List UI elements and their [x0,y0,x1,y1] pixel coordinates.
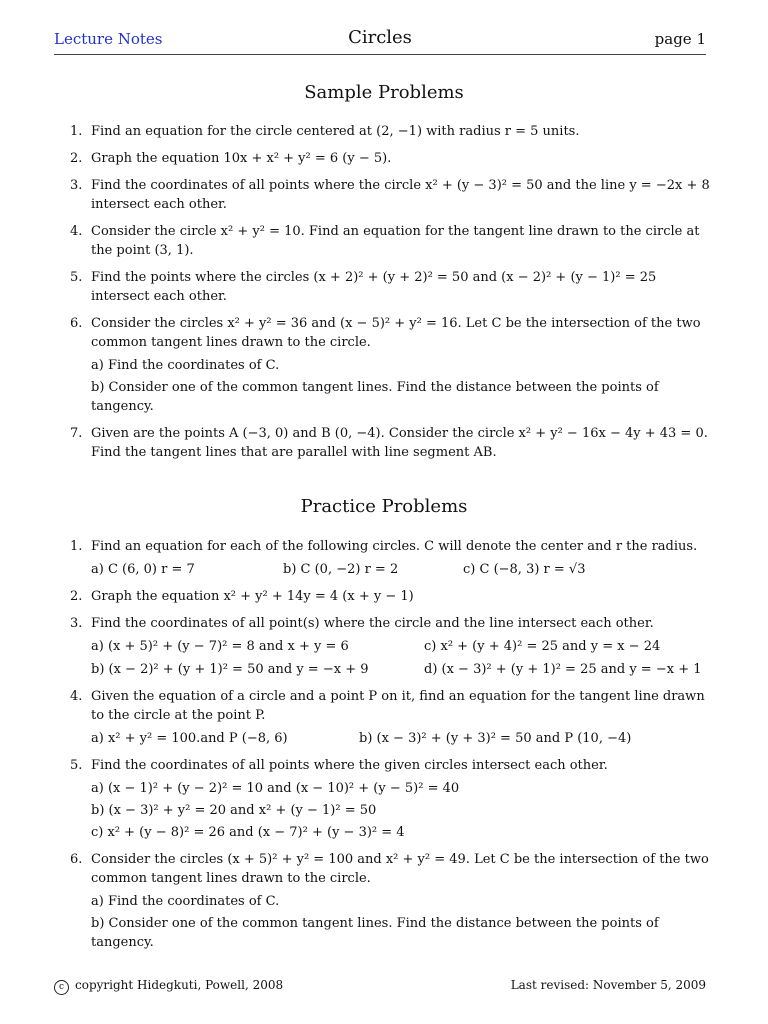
problem-text: Consider the circle x² + y² = 10. Find an equation for the tangent line drawn to the circle at the point (3, 1). [91,224,700,258]
sample-problems-list [70,122,715,470]
problem-number: 1. [70,124,83,139]
sub-question-b: b) (x − 3)² + (y + 3)² = 50 and P (10, −4) [359,731,632,746]
sub-question-d: d) (x − 3)² + (y + 1)² = 25 and y = −x + 1 [424,662,702,677]
problem-number: 1. [70,539,83,554]
sub-question-row [91,637,715,656]
practice-problem-1 [70,537,715,579]
practice-problem-3 [70,614,715,679]
page-header [54,28,706,55]
sub-question-a: a) (x − 1)² + (y − 2)² = 10 and (x − 10)² + (y − 5)² = 40 [91,781,460,796]
problem-number: 5. [70,270,83,285]
sub-question-a: a) Find the coordinates of C. [91,894,280,909]
sub-question-c: c) x² + (y − 8)² = 26 and (x − 7)² + (y − 3)² = 4 [91,825,405,840]
problem-number: 7. [70,426,83,441]
sample-problems-title: Sample Problems [304,82,464,103]
header-page-number: page 1 [654,30,706,48]
problem-text: Find the coordinates of all point(s) where the circle and the line intersect each other. [91,616,654,631]
problem-text: Find the points where the circles (x + 2)² + (y + 2)² = 50 and (x − 2)² + (y − 1)² = 25 intersect each other. [91,270,657,304]
problem-number: 6. [70,316,83,331]
problem-number: 5. [70,758,83,773]
problem-text: Find the coordinates of all points where the given circles intersect each other. [91,758,608,773]
sub-question-b: b) C (0, −2) r = 2 [283,562,399,577]
problem-text: Given the equation of a circle and a point P on it, find an equation for the tangent line drawn to the circle at the point P. [91,689,705,723]
problem-number: 3. [70,178,83,193]
practice-problems-title: Practice Problems [300,496,468,517]
header-title: Circles [348,27,412,48]
sub-question-b: b) (x − 3)² + y² = 20 and x² + (y − 1)² = 50 [91,803,377,818]
practice-problem-6 [70,850,715,952]
problem-text: Find an equation for each of the following circles. C will denote the center and r the radius. [91,539,698,554]
problem-number: 6. [70,852,83,867]
problem-text: Graph the equation 10x + x² + y² = 6 (y − 5). [91,151,392,166]
sub-question-a: a) (x + 5)² + (y − 7)² = 8 and x + y = 6 [91,639,349,654]
sub-question-c: c) C (−8, 3) r = √3 [463,562,586,577]
problem-text: Find the coordinates of all points where the circle x² + (y − 3)² = 50 and the line y = −2x + 8 intersect each other. [91,178,710,212]
sub-question-a: a) C (6, 0) r = 7 [91,562,195,577]
header-left: Lecture Notes [54,30,163,48]
problem-text: Consider the circles (x + 5)² + y² = 100 and x² + y² = 49. Let C be the intersection of the two common tangent lines drawn to the circle. [91,852,709,886]
sub-question-row [91,560,715,579]
sub-question-b: b) Consider one of the common tangent lines. Find the distance between the points of tangency. [91,380,659,414]
practice-problem-5 [70,756,715,842]
sub-question-list [91,779,715,842]
practice-problem-4 [70,687,715,748]
problem-number: 4. [70,689,83,704]
sub-question-list [91,892,715,952]
footer-copyright [54,978,283,995]
sub-question-row [91,660,715,679]
problem-number: 2. [70,589,83,604]
problem-text: Find an equation for the circle centered at (2, −1) with radius r = 5 units. [91,124,580,139]
problem-text: Given are the points A (−3, 0) and B (0, −4). Consider the circle x² + y² − 16x − 4y + 43 = 0. Find the tangent lines that are parallel with line segment AB. [91,426,708,460]
footer-revised-date: Last revised: November 5, 2009 [510,978,706,992]
sample-problem-5 [70,268,715,306]
copyright-text: copyright Hidegkuti, Powell, 2008 [75,978,284,992]
sub-question-c: c) x² + (y + 4)² = 25 and y = x − 24 [424,639,661,654]
problem-number: 4. [70,224,83,239]
sample-problem-3 [70,176,715,214]
sub-question-row [91,729,715,748]
sample-problem-7 [70,424,715,462]
copyright-icon: c [54,980,69,995]
problem-number: 3. [70,616,83,631]
sub-question-b: b) Consider one of the common tangent lines. Find the distance between the points of tangency. [91,916,659,950]
problem-text: Consider the circles x² + y² = 36 and (x − 5)² + y² = 16. Let C be the intersection of the two common tangent lines drawn to the circle. [91,316,701,350]
sub-question-b: b) (x − 2)² + (y + 1)² = 50 and y = −x + 9 [91,662,369,677]
sample-problem-4 [70,222,715,260]
sub-question-a: a) x² + y² = 100.and P (−8, 6) [91,731,288,746]
problem-number: 2. [70,151,83,166]
problem-text: Graph the equation x² + y² + 14y = 4 (x + y − 1) [91,589,414,604]
sub-question-list [91,356,715,416]
practice-problems-list [70,537,715,960]
sample-problem-2 [70,149,715,168]
sub-question-a: a) Find the coordinates of C. [91,358,280,373]
practice-problem-2 [70,587,715,606]
sample-problem-1 [70,122,715,141]
sample-problem-6 [70,314,715,416]
